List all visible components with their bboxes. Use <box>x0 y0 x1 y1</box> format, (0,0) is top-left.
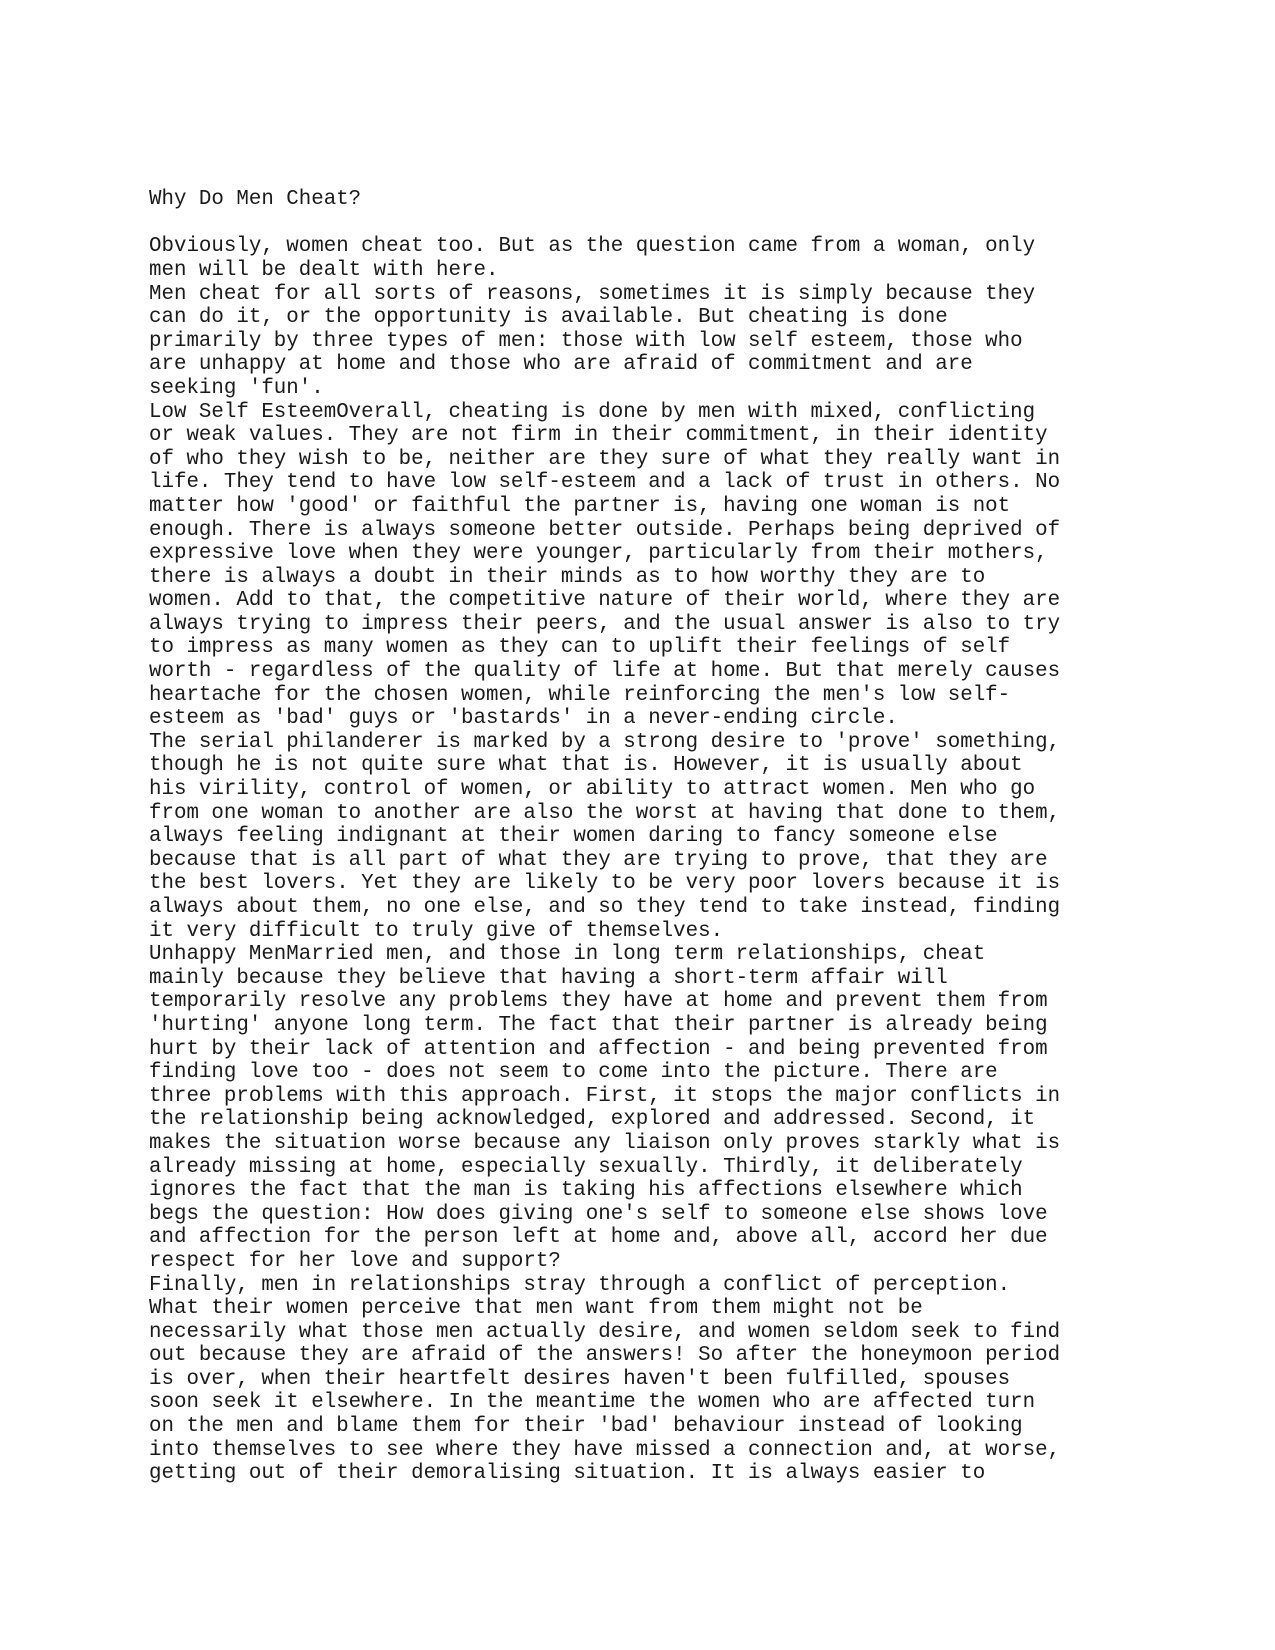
text-line: soon seek it elsewhere. In the meantime the women who are affected turn <box>149 1391 1036 1415</box>
text-line: or weak values. They are not firm in their commitment, in their identity <box>149 424 1048 448</box>
text-line: getting out of their demoralising situation. It is always easier to <box>149 1462 986 1486</box>
text-line: of who they wish to be, neither are they sure of what they really want in <box>149 447 1061 471</box>
text-line: it very difficult to truly give of themselves. <box>149 919 724 943</box>
text-line: worth - regardless of the quality of life at home. But that merely causes <box>149 660 1061 684</box>
text-line: 'hurting' anyone long term. The fact that their partner is already being <box>149 1013 1048 1037</box>
text-line: necessarily what those men actually desire, and women seldom seek to find <box>149 1320 1061 1344</box>
paragraph <box>149 1274 1060 1486</box>
text-line: What their women perceive that men want from them might not be <box>149 1297 923 1321</box>
text-line: and affection for the person left at home and, above all, accord her due <box>149 1226 1048 1250</box>
paragraph <box>149 235 1060 282</box>
text-line: seeking 'fun'. <box>149 376 324 400</box>
text-line: begs the question: How does giving one's self to someone else shows love <box>149 1202 1048 1226</box>
text-line: the best lovers. Yet they are likely to be very poor lovers because it is <box>149 872 1061 896</box>
text-line: the relationship being acknowledged, explored and addressed. Second, it <box>149 1108 1036 1132</box>
text-line: finding love too - does not seem to come into the picture. There are <box>149 1061 998 1085</box>
text-line: into themselves to see where they have missed a connection and, at worse, <box>149 1438 1061 1462</box>
text-line: The serial philanderer is marked by a strong desire to 'prove' something, <box>149 730 1061 754</box>
text-line: Finally, men in relationships stray through a conflict of perception. <box>149 1273 1011 1297</box>
paragraph <box>149 943 1060 1273</box>
text-line: esteem as 'bad' guys or 'bastards' in a never-ending circle. <box>149 707 898 731</box>
document-title: Why Do Men Cheat? <box>149 188 362 212</box>
text-line: out because they are afraid of the answers! So after the honeymoon period <box>149 1344 1061 1368</box>
document-page <box>149 141 1060 1486</box>
paragraph <box>149 401 1060 731</box>
text-line: Unhappy MenMarried men, and those in long term relationships, cheat <box>149 943 986 967</box>
paragraph <box>149 283 1060 401</box>
text-line: from one woman to another are also the worst at having that done to them, <box>149 801 1061 825</box>
text-line: always trying to impress their peers, and the usual answer is also to try <box>149 612 1061 636</box>
text-line: are unhappy at home and those who are afraid of commitment and are <box>149 353 973 377</box>
text-line: makes the situation worse because any liaison only proves starkly what is <box>149 1131 1061 1155</box>
text-line: hurt by their lack of attention and affection - and being prevented from <box>149 1037 1048 1061</box>
text-line: expressive love when they were younger, particularly from their mothers, <box>149 542 1048 566</box>
text-line: temporarily resolve any problems they have at home and prevent them from <box>149 990 1048 1014</box>
text-line: enough. There is always someone better outside. Perhaps being deprived of <box>149 518 1061 542</box>
text-line: mainly because they believe that having a short-term affair will <box>149 966 948 990</box>
text-line: is over, when their heartfelt desires haven't been fulfilled, spouses <box>149 1367 1011 1391</box>
text-line: ignores the fact that the man is taking his affections elsewhere which <box>149 1179 1023 1203</box>
text-line: on the men and blame them for their 'bad' behaviour instead of looking <box>149 1415 1023 1439</box>
text-line: already missing at home, especially sexually. Thirdly, it deliberately <box>149 1155 1023 1179</box>
text-line: Low Self EsteemOverall, cheating is done by men with mixed, conflicting <box>149 400 1036 424</box>
text-line: respect for her love and support? <box>149 1249 561 1273</box>
text-line: women. Add to that, the competitive nature of their world, where they are <box>149 589 1061 613</box>
text-line: matter how 'good' or faithful the partner is, having one woman is not <box>149 494 1011 518</box>
text-line: men will be dealt with here. <box>149 258 499 282</box>
text-line: because that is all part of what they are trying to prove, that they are <box>149 848 1048 872</box>
text-line: primarily by three types of men: those with low self esteem, those who <box>149 329 1023 353</box>
paragraph <box>149 731 1060 943</box>
text-line: always feeling indignant at their women daring to fancy someone else <box>149 825 998 849</box>
text-line: always about them, no one else, and so they tend to take instead, finding <box>149 896 1061 919</box>
text-line: there is always a doubt in their minds as to how worthy they are to <box>149 565 986 589</box>
text-line: can do it, or the opportunity is available. But cheating is done <box>149 306 948 330</box>
text-line: Obviously, women cheat too. But as the question came from a woman, only <box>149 235 1036 259</box>
text-line: though he is not quite sure what that is. However, it is usually about <box>149 754 1023 778</box>
text-line: Men cheat for all sorts of reasons, sometimes it is simply because they <box>149 282 1036 306</box>
text-line: life. They tend to have low self-esteem and a lack of trust in others. No <box>149 471 1061 495</box>
text-line: heartache for the chosen women, while reinforcing the men's low self- <box>149 683 1011 707</box>
text-line: three problems with this approach. First, it stops the major conflicts in <box>149 1084 1061 1108</box>
text-line: his virility, control of women, or ability to attract women. Men who go <box>149 778 1036 802</box>
text-line: to impress as many women as they can to uplift their feelings of self <box>149 636 1011 660</box>
